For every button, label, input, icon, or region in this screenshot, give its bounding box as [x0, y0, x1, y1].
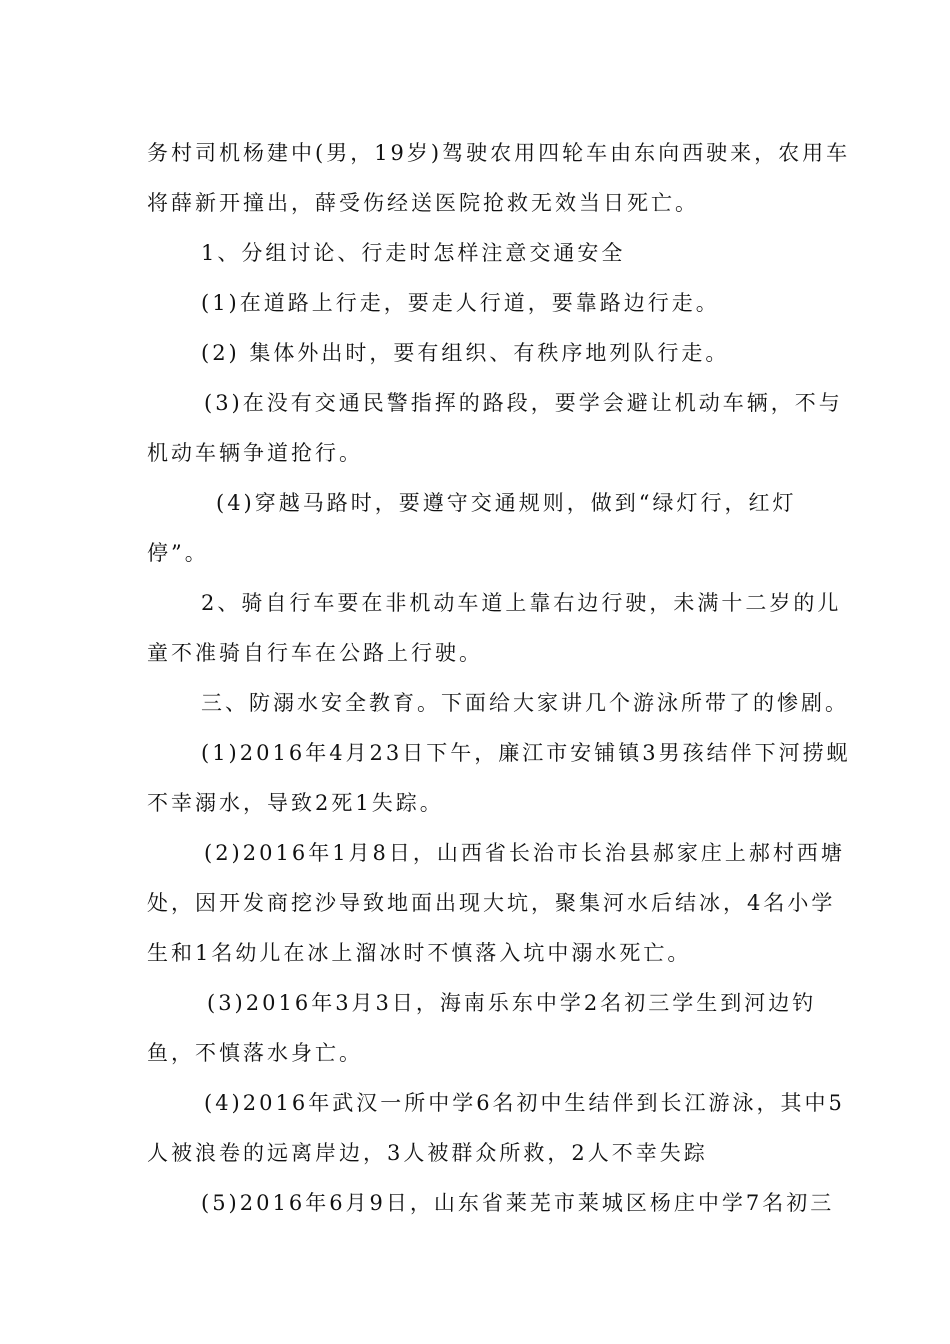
text-line: 不幸溺水，导致2死1失踪。	[147, 791, 444, 815]
text-line: 鱼，不慎落水身亡。	[147, 1041, 363, 1065]
text-line: (4)2016年武汉一所中学6名初中生结伴到长江游泳，其中5	[204, 1091, 845, 1115]
text-line: 生和1名幼儿在冰上溜冰时不慎落入坑中溺水死亡。	[147, 941, 692, 965]
text-line: (1)2016年4月23日下午，廉江市安铺镇3男孩结伴下河捞蚬	[201, 741, 851, 765]
text-line: (3)在没有交通民警指挥的路段，要学会避让机动车辆，不与	[204, 391, 843, 415]
text-line: (2)2016年1月8日，山西省长治市长治县郝家庄上郝村西塘	[204, 841, 845, 865]
text-line: 三、防溺水安全教育。下面给大家讲几个游泳所带了的惨剧。	[201, 691, 849, 715]
text-line: 处，因开发商挖沙导致地面出现大坑，聚集河水后结冰，4名小学	[147, 891, 836, 915]
text-line: 机动车辆争道抢行。	[147, 441, 363, 465]
text-line: 将薛新开撞出，薛受伤经送医院抢救无效当日死亡。	[147, 191, 699, 215]
text-line: (2) 集体外出时，要有组织、有秩序地列队行走。	[201, 341, 730, 365]
text-line: 务村司机杨建中(男，19岁)驾驶农用四轮车由东向西驶来，农用车	[147, 141, 851, 165]
text-line: (5)2016年6月9日，山东省莱芜市莱城区杨庄中学7名初三	[201, 1191, 835, 1215]
text-line: (3)2016年3月3日，海南乐东中学2名初三学生到河边钓	[207, 991, 817, 1015]
text-line: 2、骑自行车要在非机动车道上靠右边行驶，未满十二岁的儿	[201, 591, 842, 615]
text-line: (4)穿越马路时，要遵守交通规则，做到“绿灯行，红灯	[216, 491, 797, 515]
text-line: (1)在道路上行走，要走人行道，要靠路边行走。	[201, 291, 720, 315]
text-line: 童不准骑自行车在公路上行驶。	[147, 641, 483, 665]
text-line: 1、分组讨论、行走时怎样注意交通安全	[201, 241, 626, 265]
text-line: 人被浪卷的远离岸边，3人被群众所救，2人不幸失踪	[147, 1141, 708, 1165]
text-line: 停”。	[147, 541, 209, 565]
